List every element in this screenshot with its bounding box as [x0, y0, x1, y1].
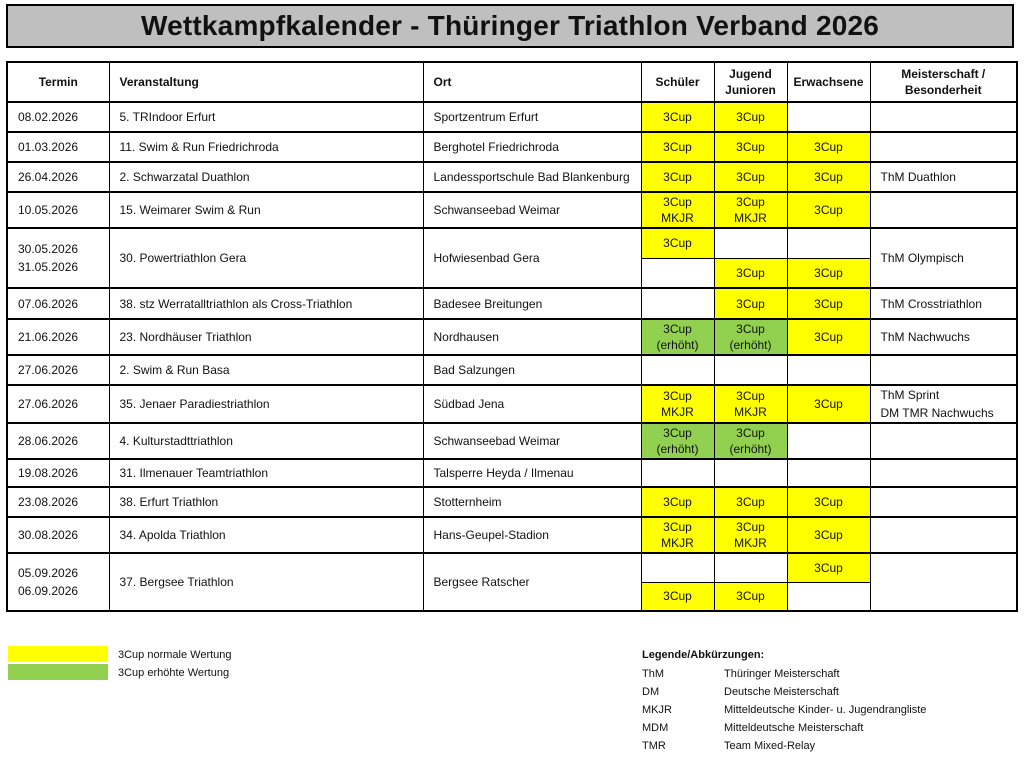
- meister-cell: [870, 517, 1017, 553]
- jugend-line1: 3Cup: [736, 322, 765, 336]
- abbr-value: Thüringer Meisterschaft: [724, 668, 840, 680]
- veranstaltung-cell: 11. Swim & Run Friedrichroda: [109, 132, 423, 162]
- meister-cell: ThM Duathlon: [870, 162, 1017, 192]
- jugend-cell: [714, 423, 787, 459]
- schueler-line1: 3Cup: [663, 389, 692, 403]
- abbr-value: Team Mixed-Relay: [724, 740, 816, 752]
- termin-cell: 26.04.2026: [7, 162, 109, 192]
- schueler-cell: [641, 192, 714, 228]
- schueler-cell: 3Cup: [641, 487, 714, 517]
- jugend-line2: (erhöht): [729, 338, 772, 352]
- erwachsene-cell: 3Cup: [787, 385, 870, 423]
- termin-cell: 23.08.2026: [7, 487, 109, 517]
- schueler-cell: 3Cup: [641, 162, 714, 192]
- ort-cell: Südbad Jena: [423, 385, 641, 423]
- header-jugend-line1: Jugend: [729, 67, 772, 81]
- schueler-cell: [641, 288, 714, 319]
- erwachsene-cell-empty: [787, 582, 870, 611]
- jugend-cell: [714, 459, 787, 487]
- termin-line2: 06.09.2026: [18, 584, 79, 598]
- veranstaltung-cell: 4. Kulturstadttriathlon: [109, 423, 423, 459]
- erwachsene-cell: 3Cup: [787, 487, 870, 517]
- jugend-cell: 3Cup: [714, 288, 787, 319]
- schueler-line1: 3Cup: [663, 520, 692, 534]
- jugend-cell-empty: [714, 228, 787, 258]
- abbr-value: Deutsche Meisterschaft: [724, 686, 839, 698]
- header-ort: Ort: [423, 62, 641, 102]
- schueler-cell-empty: [641, 553, 714, 582]
- jugend-line1: 3Cup: [736, 520, 765, 534]
- schueler-cell: [641, 355, 714, 385]
- termin-cell: 27.06.2026: [7, 355, 109, 385]
- termin-line1: 30.05.2026: [18, 242, 79, 256]
- veranstaltung-cell: 35. Jenaer Paradiestriathlon: [109, 385, 423, 423]
- veranstaltung-cell: 31. Ilmenauer Teamtriathlon: [109, 459, 423, 487]
- jugend-cell: [714, 517, 787, 553]
- legend-label-yellow: 3Cup normale Wertung: [118, 649, 232, 661]
- veranstaltung-cell: 34. Apolda Triathlon: [109, 517, 423, 553]
- meister-cell: ThM Crosstriathlon: [870, 288, 1017, 319]
- meister-cell: [870, 423, 1017, 459]
- veranstaltung-cell: 38. stz Werratalltriathlon als Cross-Triathlon: [109, 288, 423, 319]
- termin-cell: 08.02.2026: [7, 102, 109, 132]
- erwachsene-cell: [787, 459, 870, 487]
- calendar-table: [6, 61, 1018, 612]
- erwachsene-cell: 3Cup: [787, 192, 870, 228]
- abbr-key: MKJR: [642, 704, 672, 716]
- schueler-cell: 3Cup: [641, 228, 714, 258]
- schueler-line2: MKJR: [661, 405, 694, 419]
- meister-cell: [870, 553, 1017, 611]
- meister-line2: DM TMR Nachwuchs: [880, 406, 994, 420]
- ort-cell: Bad Salzungen: [423, 355, 641, 385]
- schueler-cell: [641, 385, 714, 423]
- meister-cell: ThM Nachwuchs: [870, 319, 1017, 355]
- erwachsene-cell: [787, 102, 870, 132]
- schueler-line2: (erhöht): [656, 338, 699, 352]
- schueler-cell: [641, 319, 714, 355]
- termin-cell: 10.05.2026: [7, 192, 109, 228]
- table-row: [7, 553, 1017, 582]
- schueler-cell: [641, 517, 714, 553]
- jugend-line2: (erhöht): [729, 442, 772, 456]
- veranstaltung-cell: 5. TRIndoor Erfurt: [109, 102, 423, 132]
- erwachsene-cell-empty: [787, 228, 870, 258]
- erwachsene-cell: 3Cup: [787, 553, 870, 582]
- ort-cell: Schwanseebad Weimar: [423, 423, 641, 459]
- header-row: [7, 62, 1017, 102]
- schueler-cell: 3Cup: [641, 102, 714, 132]
- abbr-key: ThM: [642, 668, 664, 680]
- termin-cell: 27.06.2026: [7, 385, 109, 423]
- ort-cell: Bergsee Ratscher: [423, 553, 641, 611]
- abbr-key: TMR: [642, 740, 666, 752]
- table-row: [7, 459, 1017, 487]
- schueler-cell: [641, 459, 714, 487]
- table-row: [7, 132, 1017, 162]
- schueler-line2: MKJR: [661, 211, 694, 225]
- jugend-cell: [714, 355, 787, 385]
- termin-cell: [7, 228, 109, 288]
- ort-cell: Hofwiesenbad Gera: [423, 228, 641, 288]
- header-jugend: [714, 62, 787, 102]
- schueler-line1: 3Cup: [663, 426, 692, 440]
- ort-cell: Talsperre Heyda / Ilmenau: [423, 459, 641, 487]
- termin-cell: 21.06.2026: [7, 319, 109, 355]
- meister-cell: [870, 192, 1017, 228]
- termin-cell: 01.03.2026: [7, 132, 109, 162]
- jugend-cell: 3Cup: [714, 102, 787, 132]
- header-erwachsene: Erwachsene: [787, 62, 870, 102]
- veranstaltung-cell: 38. Erfurt Triathlon: [109, 487, 423, 517]
- schueler-line1: 3Cup: [663, 322, 692, 336]
- header-veranstaltung: Veranstaltung: [109, 62, 423, 102]
- termin-cell: 30.08.2026: [7, 517, 109, 553]
- legend-label-green: 3Cup erhöhte Wertung: [118, 667, 230, 679]
- jugend-line2: MKJR: [734, 405, 767, 419]
- jugend-cell: 3Cup: [714, 132, 787, 162]
- termin-line2: 31.05.2026: [18, 260, 79, 274]
- meister-cell: [870, 385, 1017, 423]
- jugend-cell: 3Cup: [714, 582, 787, 611]
- table-row: [7, 355, 1017, 385]
- meister-cell: [870, 487, 1017, 517]
- veranstaltung-cell: 23. Nordhäuser Triathlon: [109, 319, 423, 355]
- meister-cell: [870, 355, 1017, 385]
- ort-cell: Landessportschule Bad Blankenburg: [423, 162, 641, 192]
- schueler-line2: MKJR: [661, 536, 694, 550]
- meister-cell: [870, 132, 1017, 162]
- erwachsene-cell: 3Cup: [787, 132, 870, 162]
- ort-cell: Hans-Geupel-Stadion: [423, 517, 641, 553]
- schueler-line1: 3Cup: [663, 195, 692, 209]
- header-meister-line1: Meisterschaft /: [901, 67, 986, 81]
- jugend-line2: MKJR: [734, 536, 767, 550]
- abbreviations-title: Legende/Abkürzungen:: [642, 649, 765, 661]
- veranstaltung-cell: 30. Powertriathlon Gera: [109, 228, 423, 288]
- schueler-cell: 3Cup: [641, 582, 714, 611]
- erwachsene-cell: 3Cup: [787, 258, 870, 288]
- ort-cell: Nordhausen: [423, 319, 641, 355]
- meister-cell: ThM Olympisch: [870, 228, 1017, 288]
- veranstaltung-cell: 37. Bergsee Triathlon: [109, 553, 423, 611]
- abbr-key: MDM: [642, 722, 669, 734]
- ort-cell: Sportzentrum Erfurt: [423, 102, 641, 132]
- ort-cell: Stotternheim: [423, 487, 641, 517]
- header-jugend-line2: Junioren: [725, 83, 776, 97]
- ort-cell: Badesee Breitungen: [423, 288, 641, 319]
- abbr-value: Mitteldeutsche Kinder- u. Jugendrangliste: [724, 704, 927, 716]
- table-row: [7, 385, 1017, 423]
- page-title: Wettkampfkalender - Thüringer Triathlon Verband 2026: [6, 4, 1014, 48]
- erwachsene-cell: [787, 355, 870, 385]
- table-row: [7, 288, 1017, 319]
- table-row: [7, 228, 1017, 258]
- erwachsene-cell: 3Cup: [787, 517, 870, 553]
- table-row: [7, 487, 1017, 517]
- jugend-line1: 3Cup: [736, 426, 765, 440]
- veranstaltung-cell: 15. Weimarer Swim & Run: [109, 192, 423, 228]
- meister-cell: [870, 459, 1017, 487]
- termin-cell: [7, 553, 109, 611]
- schueler-line2: (erhöht): [656, 442, 699, 456]
- jugend-cell: [714, 385, 787, 423]
- schueler-cell: 3Cup: [641, 132, 714, 162]
- erwachsene-cell: [787, 423, 870, 459]
- meister-line1: ThM Sprint: [880, 388, 940, 402]
- header-meisterschaft: [870, 62, 1017, 102]
- veranstaltung-cell: 2. Swim & Run Basa: [109, 355, 423, 385]
- abbr-value: Mitteldeutsche Meisterschaft: [724, 722, 864, 734]
- jugend-line1: 3Cup: [736, 389, 765, 403]
- termin-cell: 07.06.2026: [7, 288, 109, 319]
- table-row: [7, 517, 1017, 553]
- table-row: [7, 423, 1017, 459]
- jugend-cell: [714, 319, 787, 355]
- header-meister-line2: Besonderheit: [904, 83, 982, 97]
- table-row: [7, 319, 1017, 355]
- jugend-cell: 3Cup: [714, 162, 787, 192]
- jugend-cell: 3Cup: [714, 258, 787, 288]
- ort-cell: Schwanseebad Weimar: [423, 192, 641, 228]
- legend-swatch-green: [8, 664, 108, 680]
- jugend-cell: [714, 192, 787, 228]
- meister-cell: [870, 102, 1017, 132]
- jugend-line1: 3Cup: [736, 195, 765, 209]
- abbr-key: DM: [642, 686, 660, 698]
- erwachsene-cell: 3Cup: [787, 162, 870, 192]
- jugend-cell-empty: [714, 553, 787, 582]
- erwachsene-cell: 3Cup: [787, 288, 870, 319]
- table-row: [7, 162, 1017, 192]
- table-row: [7, 102, 1017, 132]
- erwachsene-cell: 3Cup: [787, 319, 870, 355]
- schueler-cell-empty: [641, 258, 714, 288]
- schueler-cell: [641, 423, 714, 459]
- termin-line1: 05.09.2026: [18, 566, 79, 580]
- jugend-line2: MKJR: [734, 211, 767, 225]
- veranstaltung-cell: 2. Schwarzatal Duathlon: [109, 162, 423, 192]
- table-row: [7, 192, 1017, 228]
- jugend-cell: 3Cup: [714, 487, 787, 517]
- legend-swatch-yellow: [8, 646, 108, 662]
- termin-cell: 28.06.2026: [7, 423, 109, 459]
- header-termin: Termin: [7, 62, 109, 102]
- header-schueler: Schüler: [641, 62, 714, 102]
- termin-cell: 19.08.2026: [7, 459, 109, 487]
- ort-cell: Berghotel Friedrichroda: [423, 132, 641, 162]
